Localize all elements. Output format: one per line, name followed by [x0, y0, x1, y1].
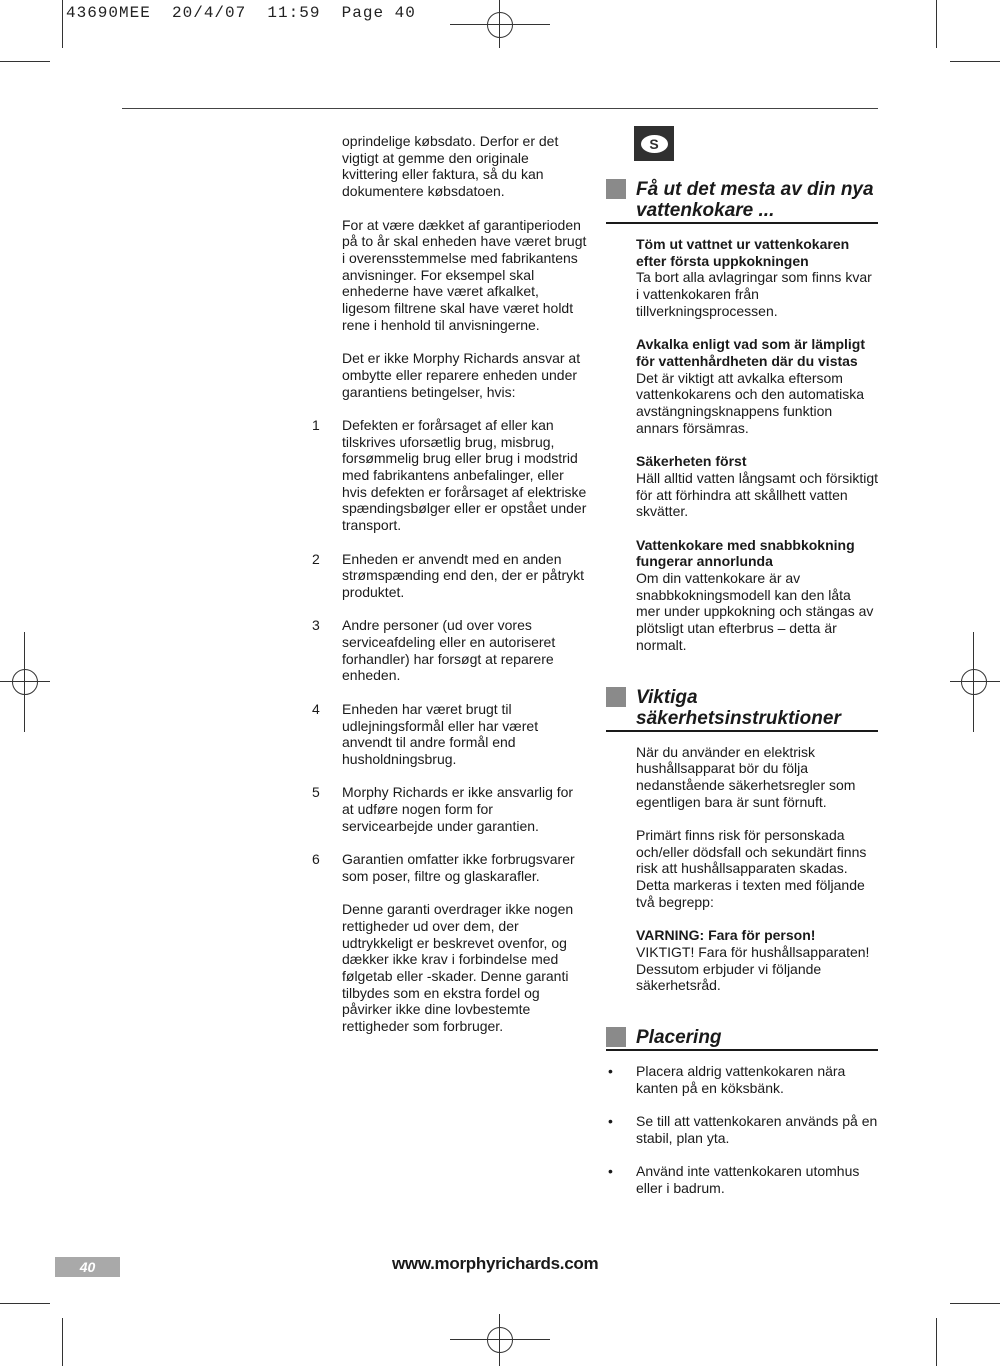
print-slug: 43690MEE 20/4/07 11:59 Page 40 — [66, 4, 416, 22]
bullet-icon: • — [608, 1163, 613, 1180]
item-number: 1 — [312, 416, 320, 433]
list-item — [312, 851, 587, 884]
paragraph: Det er ikke Morphy Richards ansvar at ombytte eller reparere enheden under garantiens betingelser, hvis: — [342, 350, 581, 400]
item-number: 2 — [312, 550, 320, 567]
block-text: Om din vattenkokare är av snabbkokningsmodell kan den låta mer under uppkokning och stängas av plötsligt utan efterbrus – detta är normalt. — [636, 570, 874, 653]
closing-paragraph: Denne garanti overdrager ikke nogen rettigheder ud over dem, der udtrykkeligt er beskrevet ovenfor, og dækker ikke krav i forbindelse med følgetab eller -skader. Denne garanti tilbydes som en ekstra fordel og påvirker ikke dine lovbestemte rettigheder som forbruger. — [342, 901, 574, 1035]
heading-square-icon — [606, 179, 626, 199]
header-rule — [122, 108, 878, 109]
heading-square-icon — [606, 687, 626, 707]
website-url: www.morphyrichards.com — [392, 1254, 599, 1273]
section-heading: Placering — [606, 1027, 878, 1051]
item-number: 3 — [312, 617, 320, 634]
list-item — [312, 784, 587, 834]
info-block — [606, 537, 878, 654]
item-text: Enheden har været brugt til udlejningsformål eller har været anvendt til andre formål end husholdningsbrug. — [342, 700, 539, 767]
bullet-item: • Se till att vattenkokaren används på en stabil, plan yta. — [608, 1113, 878, 1146]
item-text: Enheden er anvendt med en anden strømspænding end den, der er påtrykt produktet. — [342, 550, 585, 600]
section-heading: Viktiga säkerhetsinstruktioner — [606, 687, 878, 732]
page-number: 40 — [55, 1257, 120, 1277]
right-column — [606, 126, 878, 1213]
bullet-item: • Använd inte vattenkokaren utomhus eller i badrum. — [608, 1163, 860, 1196]
left-column — [312, 133, 587, 1052]
item-text: Morphy Richards er ikke ansvarlig for at udføre nogen form for servicearbejde under garantien. — [342, 784, 574, 834]
block-text: Ta bort alla avlagringar som finns kvar i vattenkokaren från tillverkningsprocessen. — [636, 269, 872, 319]
item-number: 5 — [312, 784, 320, 801]
list-item — [312, 416, 587, 534]
block-text: Det är viktigt att avkalka eftersom vattenkokarens och den automatiska avstängningsknappens funktion annars försämras. — [636, 369, 865, 436]
section-heading: Få ut det mesta av din nya vattenkokare ... — [606, 179, 878, 224]
list-item — [312, 550, 587, 601]
bullet-item: • Placera aldrig vattenkokaren nära kanten på en köksbänk. — [608, 1063, 846, 1096]
block-title: Avkalka enligt vad som är lämpligt för vattenhårdheten där du vistas — [636, 336, 866, 369]
item-number: 6 — [312, 851, 320, 868]
item-text: Garantien omfatter ikke forbrugsvarer som poser, filtre og glaskarafler. — [342, 851, 575, 884]
block-title: Töm ut vattnet ur vattenkokaren efter första uppkokningen — [636, 236, 850, 269]
language-code: S — [641, 135, 668, 153]
paragraph: När du använder en elektrisk hushållsapparat bör du följa nedanstående säkerhetsregler som egentligen bara är sunt förnuft. — [636, 743, 856, 810]
paragraph: oprindelige købsdato. Derfor er det vigtigt at gemme den originale kvittering eller faktura, så du kan dokumentere købsdatoen. — [342, 133, 559, 200]
list-item — [312, 700, 587, 768]
bullet-icon: • — [608, 1113, 613, 1130]
item-text: Defekten er forårsaget af eller kan tilskrives uforsætlig brug, misbrug, forsømmelig brug eller brug i modstrid med fabrikantens anbefalinger, eller hvis defekten er forårsaget af elektriske spændingsbølger eller er opstået under transport. — [342, 416, 587, 534]
item-text: Andre personer (ud over vores serviceafdeling eller en autoriseret forhandler) har forsøgt at reparere enheden. — [342, 617, 556, 684]
warning-block — [606, 927, 878, 994]
block-title: Vattenkokare med snabbkokning fungerar annorlunda — [636, 536, 855, 570]
block-title: Säkerheten först — [636, 453, 747, 470]
bullet-icon: • — [608, 1063, 613, 1080]
heading-square-icon — [606, 1027, 626, 1047]
block-text: Häll alltid vatten långsamt och försiktigt för att förhindra att skållhett vatten skvätter. — [636, 469, 878, 520]
warning-title: VARNING: Fara för person! — [636, 927, 816, 944]
language-badge — [634, 126, 674, 161]
info-block — [606, 236, 878, 320]
info-block — [606, 453, 878, 520]
paragraph: For at være dækket af garantiperioden på to år skal enheden have været brugt i overensstemmelse med fabrikantens anvisninger. For eksempel skal enhederne have været afkalket, ligesom filtrene skal have været holdt rene i henhold til anvisningerne. — [342, 216, 587, 333]
paragraph: Primärt finns risk för personskada och/eller dödsfall och sekundärt finns risk att hushållsapparaten skadas. Detta markeras i texten med följande två begrepp: — [636, 827, 867, 910]
item-number: 4 — [312, 700, 320, 717]
list-item — [312, 617, 587, 684]
info-block — [606, 336, 878, 436]
warning-text: VIKTIGT! Fara för hushållsapparaten! Dessutom erbjuder vi följande säkerhetsråd. — [636, 943, 870, 994]
